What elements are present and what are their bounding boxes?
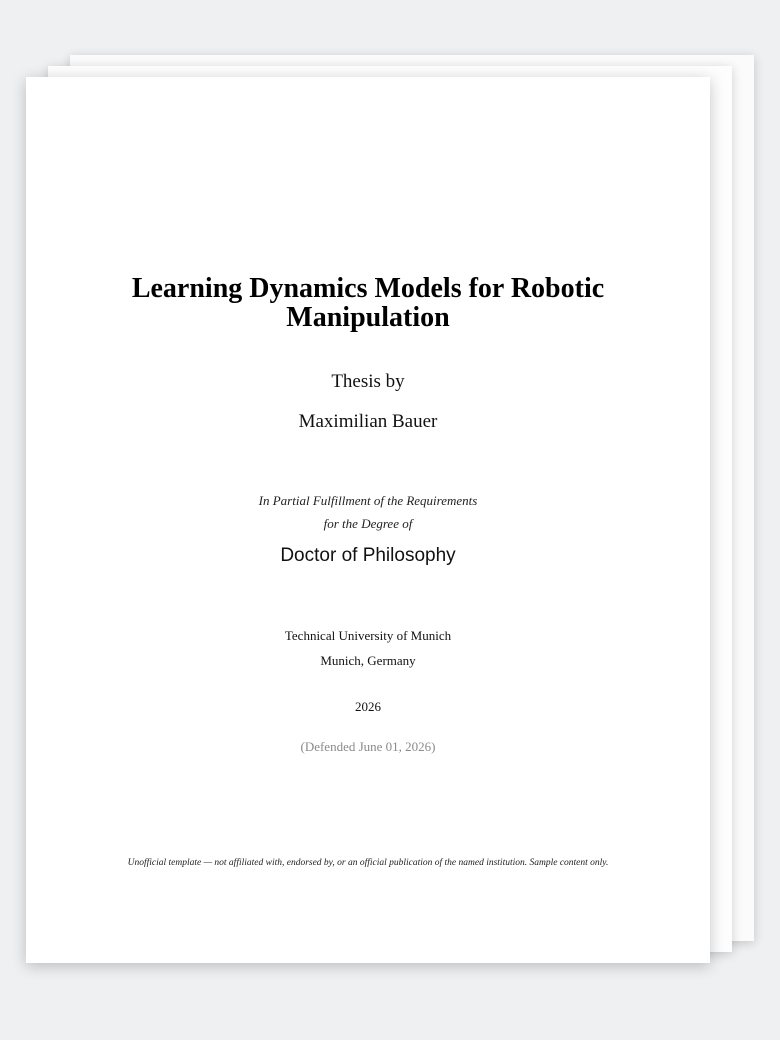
thesis-title: Learning Dynamics Models for Robotic Manipulation — [131, 273, 605, 333]
thesis-by-label: Thesis by — [331, 371, 405, 392]
requirements-line-2: for the Degree of — [323, 516, 413, 531]
institution-block — [26, 623, 710, 673]
requirements-line-1: In Partial Fulfillment of the Requirements — [258, 493, 478, 508]
institution-location: Munich, Germany — [320, 653, 416, 668]
title-page — [26, 77, 710, 963]
degree-name: Doctor of Philosophy — [280, 545, 456, 566]
requirements-statement — [26, 489, 710, 535]
author-name: Maximilian Bauer — [298, 411, 438, 432]
institution-name: Technical University of Munich — [284, 628, 452, 643]
disclaimer-note: Unofficial template — not affiliated with, endorsed by, or an official publication of the named institution. Sample content only. — [127, 858, 609, 868]
thesis-year: 2026 — [355, 699, 381, 714]
defense-date: (Defended June 01, 2026) — [300, 739, 436, 754]
